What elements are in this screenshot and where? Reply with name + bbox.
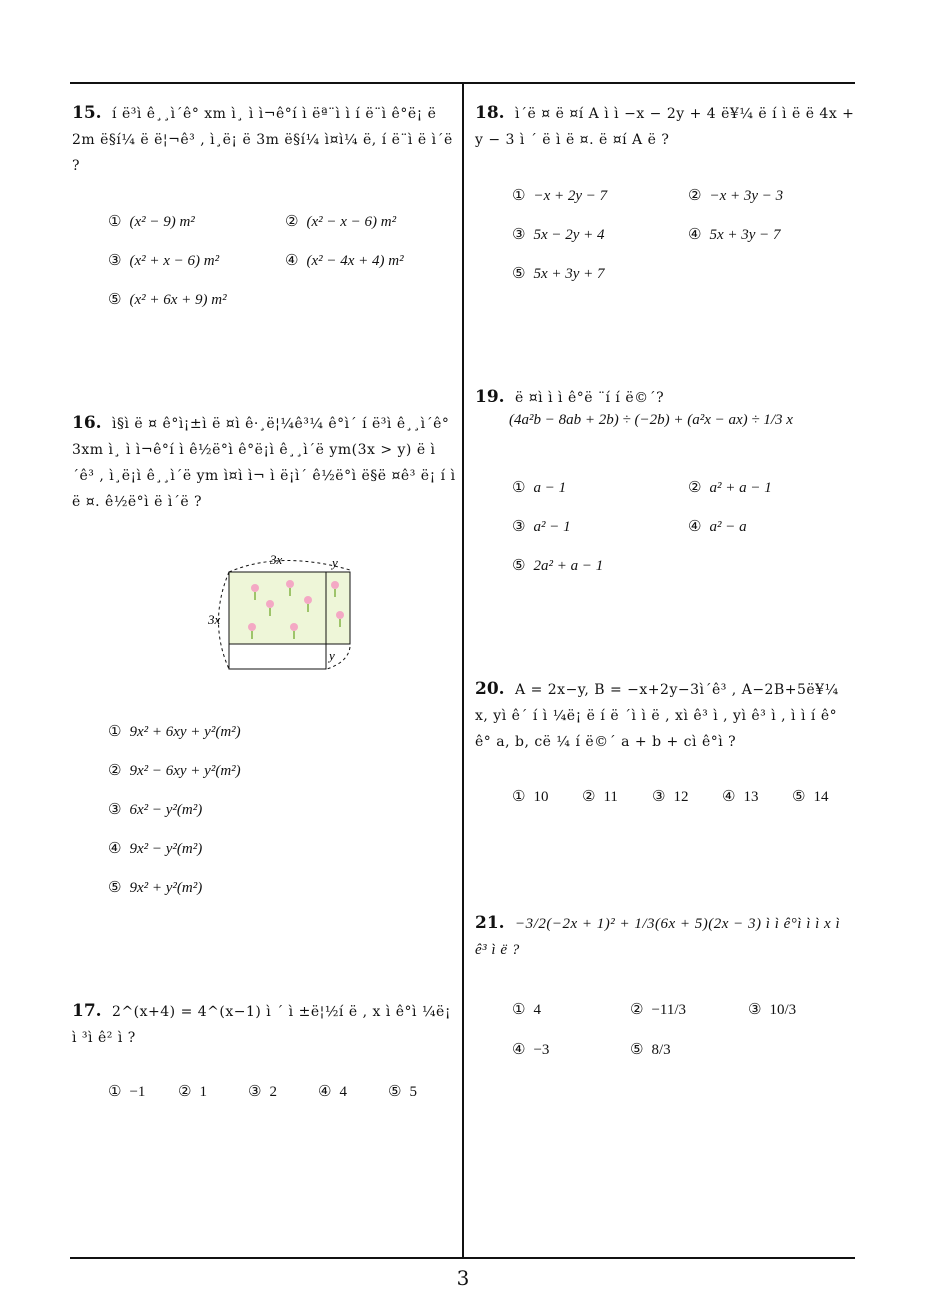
q20-option-5[interactable]: ⑤ 14 bbox=[792, 787, 829, 805]
circled-2-icon: ② bbox=[108, 761, 122, 779]
q19-option-1[interactable]: ① a − 1 bbox=[512, 478, 567, 496]
label-top-y: y bbox=[332, 555, 338, 570]
circled-5-icon: ⑤ bbox=[630, 1040, 644, 1058]
q20-option-3[interactable]: ③ 12 bbox=[652, 787, 689, 805]
circled-2-icon: ② bbox=[178, 1082, 192, 1100]
question-text: −3/2(−2x + 1)² + 1/3(6x + 5)(2x − 3) ì ì ê°ì ì ì x ì ê³ ì ë ? bbox=[475, 916, 841, 958]
q16-option-4[interactable]: ④ 9x² − y²(m²) bbox=[108, 839, 203, 857]
question-19 bbox=[475, 384, 855, 411]
question-15 bbox=[72, 100, 457, 179]
circled-1-icon: ① bbox=[512, 787, 526, 805]
question-text: ì´ë ¤ ë ¤í A ì ì −x − 2y + 4 ë¥¼ ë í ì ë ë 4x + y − 3 ì ´ ë ì ë ¤. ë ¤í A ë ? bbox=[475, 106, 855, 148]
label-left-3x: 3x bbox=[208, 612, 221, 627]
q15-option-4[interactable]: ④ (x² − 4x + 4) m² bbox=[285, 251, 404, 269]
q20-option-2[interactable]: ② 11 bbox=[582, 787, 618, 805]
q20-option-1[interactable]: ① 10 bbox=[512, 787, 549, 805]
column-divider bbox=[462, 82, 464, 1259]
question-16 bbox=[72, 410, 457, 515]
question-number: 16. bbox=[72, 413, 102, 433]
circled-1-icon: ① bbox=[512, 186, 526, 204]
q21-option-2[interactable]: ② −11/3 bbox=[630, 1000, 687, 1018]
circled-2-icon: ② bbox=[688, 186, 702, 204]
q21-option-1[interactable]: ① 4 bbox=[512, 1000, 541, 1018]
circled-5-icon: ⑤ bbox=[512, 556, 526, 574]
circled-1-icon: ① bbox=[108, 722, 122, 740]
question-text: ì§ì ë ¤ ê°ì¡±ì ë ¤ì ê·¸ë¦¼ê³¼ ê°ì´ í ë³ì ê¸¸ì´ê° 3xm ì¸ ì ì¬ê°í ì ê½ë°ì ê°ë¡ì ê¸¸ì´ë ym(3x > y) ë ì´ê³ , ì¸ë¡ì ê¸¸ì´ë ym ì¤ì ì¬ ì ë¡ì´ ê½ë°ì ë§ë ¤ê³ ë¡ í ì ë ¤. ê½ë°ì ë ì´ë ? bbox=[72, 416, 456, 510]
question-number: 20. bbox=[475, 679, 505, 699]
question-text: 2^(x+4) = 4^(x−1) ì ´ ì ±ë¦½í ë , x ì ê°ì ¼ë¡ ì ³ì ê² ì ? bbox=[72, 1004, 451, 1046]
circled-1-icon: ① bbox=[108, 1082, 122, 1100]
q15-option-5[interactable]: ⑤ (x² + 6x + 9) m² bbox=[108, 290, 227, 308]
page-number: 3 bbox=[456, 1266, 470, 1290]
q16-option-1[interactable]: ① 9x² + 6xy + y²(m²) bbox=[108, 722, 241, 740]
circled-2-icon: ② bbox=[285, 212, 299, 230]
question-number: 15. bbox=[72, 103, 102, 123]
question-number: 21. bbox=[475, 913, 505, 933]
circled-4-icon: ④ bbox=[688, 517, 702, 535]
circled-1-icon: ① bbox=[512, 1000, 526, 1018]
q21-option-3[interactable]: ③ 10/3 bbox=[748, 1000, 797, 1018]
circled-5-icon: ⑤ bbox=[388, 1082, 402, 1100]
q16-option-2[interactable]: ② 9x² − 6xy + y²(m²) bbox=[108, 761, 241, 779]
question-text: í ë³ì ê¸¸ì´ê° xm ì¸ ì ì¬ê°í ì ëª¨ì ì í ë¨ì ê°ë¡ ë 2m ë§í¼ ë ë¦¬ê³ , ì¸ë¡ ë 3m ë§í¼ ì¤ì¼ ë, í ë¨ì ë ì´ë ? bbox=[72, 106, 453, 174]
label-top-3x: 3x bbox=[270, 552, 283, 567]
q17-option-2[interactable]: ② 1 bbox=[178, 1082, 207, 1100]
circled-5-icon: ⑤ bbox=[792, 787, 806, 805]
circled-4-icon: ④ bbox=[318, 1082, 332, 1100]
q18-option-4[interactable]: ④ 5x + 3y − 7 bbox=[688, 225, 781, 243]
q16-option-3[interactable]: ③ 6x² − y²(m²) bbox=[108, 800, 203, 818]
circled-5-icon: ⑤ bbox=[108, 290, 122, 308]
q19-option-2[interactable]: ② a² + a − 1 bbox=[688, 478, 772, 496]
circled-3-icon: ③ bbox=[108, 800, 122, 818]
circled-2-icon: ② bbox=[582, 787, 596, 805]
q18-option-1[interactable]: ① −x + 2y − 7 bbox=[512, 186, 608, 204]
question-text: ë ¤ì ì ì ê°ë ¨í í ë©´? bbox=[515, 390, 665, 406]
q17-option-1[interactable]: ① −1 bbox=[108, 1082, 146, 1100]
circled-3-icon: ③ bbox=[652, 787, 666, 805]
q15-option-2[interactable]: ② (x² − x − 6) m² bbox=[285, 212, 397, 230]
circled-3-icon: ③ bbox=[108, 251, 122, 269]
circled-5-icon: ⑤ bbox=[512, 264, 526, 282]
circled-4-icon: ④ bbox=[722, 787, 736, 805]
q16-option-5[interactable]: ⑤ 9x² + y²(m²) bbox=[108, 878, 203, 896]
circled-2-icon: ② bbox=[688, 478, 702, 496]
circled-2-icon: ② bbox=[630, 1000, 644, 1018]
circled-5-icon: ⑤ bbox=[108, 878, 122, 896]
q21-option-5[interactable]: ⑤ 8/3 bbox=[630, 1040, 671, 1058]
circled-4-icon: ④ bbox=[285, 251, 299, 269]
circled-4-icon: ④ bbox=[108, 839, 122, 857]
question-18 bbox=[475, 100, 855, 153]
question-number: 19. bbox=[475, 387, 505, 407]
question-number: 18. bbox=[475, 103, 505, 123]
circled-4-icon: ④ bbox=[688, 225, 702, 243]
label-right-y: y bbox=[329, 648, 335, 663]
question-17 bbox=[72, 998, 457, 1051]
q17-option-3[interactable]: ③ 2 bbox=[248, 1082, 277, 1100]
circled-3-icon: ③ bbox=[748, 1000, 762, 1018]
circled-1-icon: ① bbox=[108, 212, 122, 230]
question-21 bbox=[475, 910, 855, 963]
q19-option-4[interactable]: ④ a² − a bbox=[688, 517, 747, 535]
q18-option-2[interactable]: ② −x + 3y − 3 bbox=[688, 186, 784, 204]
q19-option-3[interactable]: ③ a² − 1 bbox=[512, 517, 571, 535]
q18-option-3[interactable]: ③ 5x − 2y + 4 bbox=[512, 225, 605, 243]
q21-option-4[interactable]: ④ −3 bbox=[512, 1040, 550, 1058]
question-number: 17. bbox=[72, 1001, 102, 1021]
q20-option-4[interactable]: ④ 13 bbox=[722, 787, 759, 805]
q17-option-5[interactable]: ⑤ 5 bbox=[388, 1082, 417, 1100]
flower-garden-figure bbox=[200, 552, 370, 677]
circled-3-icon: ③ bbox=[512, 225, 526, 243]
q15-option-3[interactable]: ③ (x² + x − 6) m² bbox=[108, 251, 220, 269]
question-20 bbox=[475, 676, 855, 755]
q19-expression: (4a²b − 8ab + 2b) ÷ (−2b) + (a²x − ax) ÷ 1/3 x bbox=[509, 412, 793, 428]
circled-3-icon: ③ bbox=[248, 1082, 262, 1100]
q17-option-4[interactable]: ④ 4 bbox=[318, 1082, 347, 1100]
circled-4-icon: ④ bbox=[512, 1040, 526, 1058]
q15-option-1[interactable]: ① (x² − 9) m² bbox=[108, 212, 195, 230]
q18-option-5[interactable]: ⑤ 5x + 3y + 7 bbox=[512, 264, 605, 282]
q19-option-5[interactable]: ⑤ 2a² + a − 1 bbox=[512, 556, 604, 574]
circled-3-icon: ③ bbox=[512, 517, 526, 535]
circled-1-icon: ① bbox=[512, 478, 526, 496]
question-text: A = 2x−y, B = −x+2y−3ì´ê³ , A−2B+5ë¥¼ x, yì ê´ í ì ¼ë¡ ë í ë ´ì ì ë , xì ê³ ì , yì ê³ ì , ì ì í ê° ê° a, b, cë ¼ í ë©´ a + b + cì ê°ì ? bbox=[475, 682, 839, 750]
